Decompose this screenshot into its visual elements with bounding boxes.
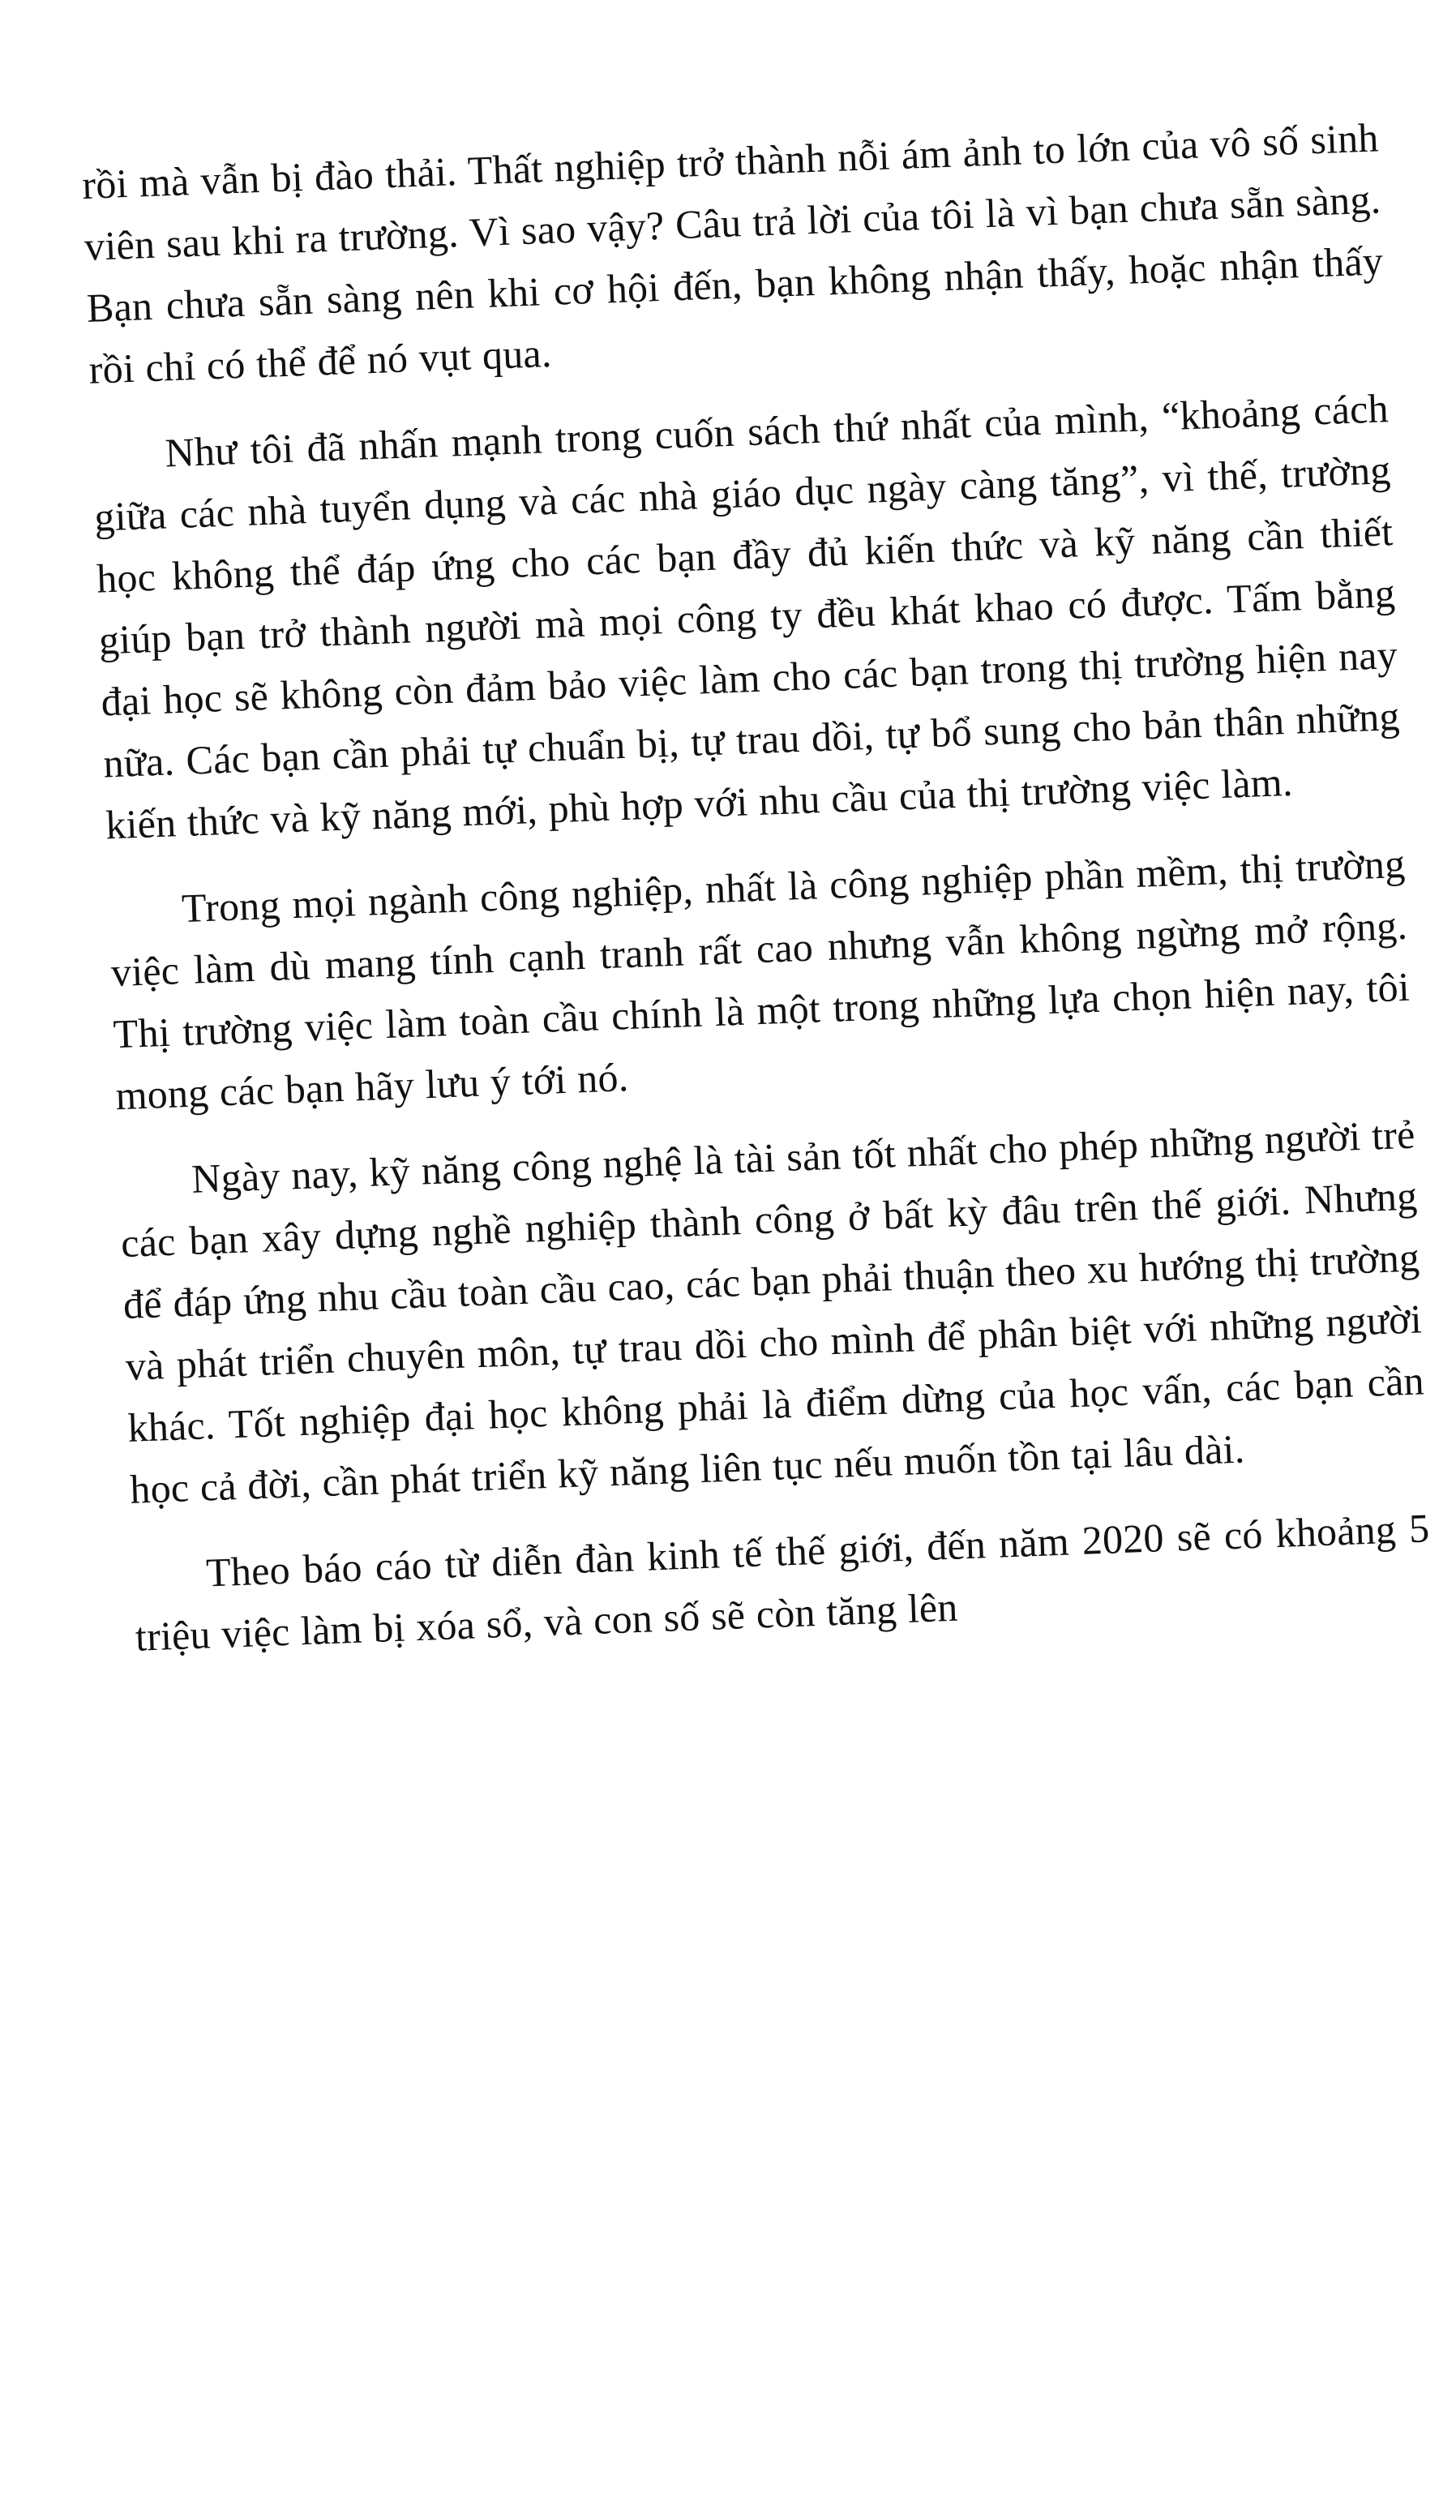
paragraph-1: rồi mà vẫn bị đào thải. Thất nghiệp trở thành nỗi ám ảnh to lớn của vô số sinh viên sau khi ra trường. Vì sao vậy? Câu trả lời của tôi là vì bạn chưa sẵn sàng. Bạn chưa sẵn sàng nên khi cơ hội đến, bạn không nhận thấy, hoặc nhận thấy rồi chỉ có thể để nó vụt qua. (81, 114, 1384, 392)
page-text-block (81, 106, 1432, 1667)
paragraph-5: Theo báo cáo từ diễn đàn kinh tế thế giới, đến năm 2020 sẽ có khoảng 5 triệu việc làm bị xóa sổ, và con số sẽ còn tăng lên (135, 1505, 1431, 1660)
paragraph-2: Như tôi đã nhấn mạnh trong cuốn sách thứ nhất của mình, “khoảng cách giữa các nhà tuyển dụng và các nhà giáo dục ngày càng tăng”, vì thế, trường học không thể đáp ứng cho các bạn đầy đủ kiến thức và kỹ năng cần thiết giúp bạn trở thành người mà mọi công ty đều khát khao có được. Tấm bằng đại học sẽ không còn đảm bảo việc làm cho các bạn trong thị trường hiện nay nữa. Các bạn cần phải tự chuẩn bị, tự trau dồi, tự bổ sung cho bản thân những kiến thức và kỹ năng mới, phù hợp với nhu cầu của thị trường việc làm. (93, 385, 1401, 848)
paragraph-3: Trong mọi ngành công nghiệp, nhất là công nghiệp phần mềm, thị trường việc làm dù mang tính cạnh tranh rất cao nhưng vẫn không ngừng mở rộng. Thị trường việc làm toàn cầu chính là một trong những lựa chọn hiện nay, tôi mong các bạn hãy lưu ý tới nó. (109, 840, 1411, 1119)
paragraph-4: Ngày nay, kỹ năng công nghệ là tài sản tốt nhất cho phép những người trẻ các bạn xây dựng nghề nghiệp thành công ở bất kỳ đâu trên thế giới. Nhưng để đáp ứng nhu cầu toàn cầu cao, các bạn phải thuận theo xu hướng thị trường và phát triển chuyên môn, tự trau dồi cho mình để phân biệt với những người khác. Tốt nghiệp đại học không phải là điểm dừng của học vấn, các bạn cần học cả đời, cần phát triển kỹ năng liên tục nếu muốn tồn tại lâu dài. (120, 1111, 1425, 1512)
